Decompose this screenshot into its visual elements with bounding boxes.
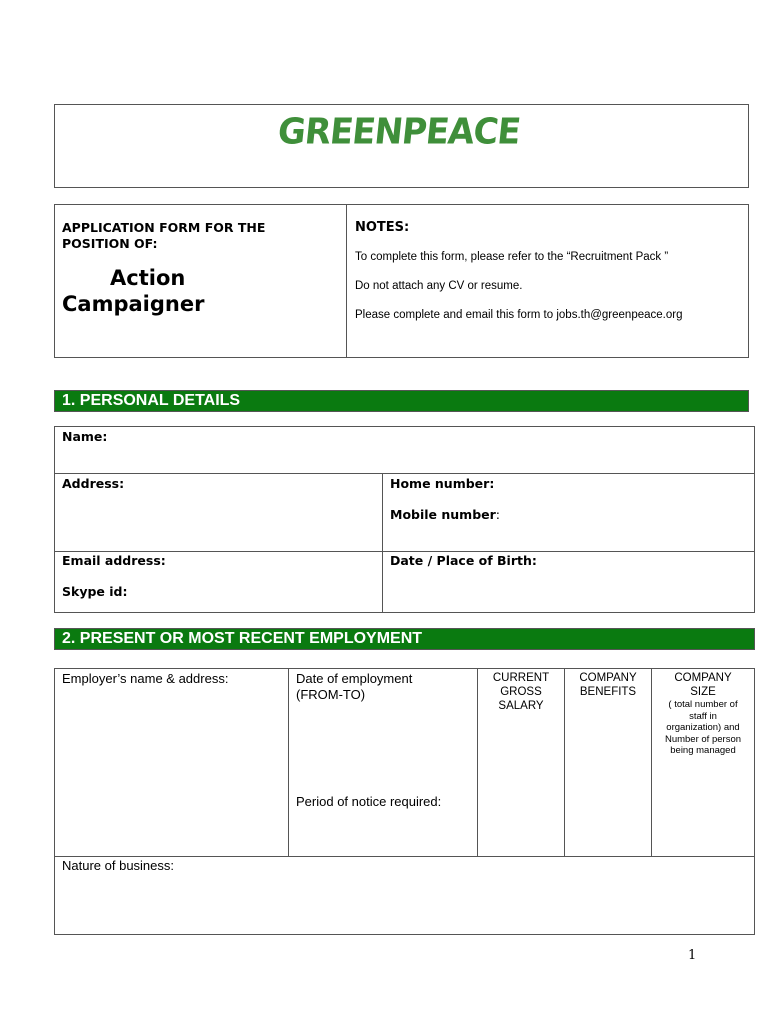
dob-label: Date / Place of Birth: <box>390 553 537 568</box>
benefits-header <box>565 671 651 699</box>
name-label: Name: <box>62 429 108 444</box>
application-label-line1: APPLICATION FORM FOR THE <box>62 220 266 235</box>
note-email: Please complete and email this form to jobs.th@greenpeace.org <box>355 309 683 321</box>
mobile-number-label <box>390 507 500 522</box>
personal-row-divider2 <box>54 551 755 552</box>
mobile-number-label-colon: : <box>495 507 501 522</box>
salary-line1: CURRENT <box>492 672 550 684</box>
salary-line3: SALARY <box>498 700 544 712</box>
size-header <box>652 671 754 757</box>
employment-col-divider1 <box>288 668 289 856</box>
size-note-line1: ( total number of <box>668 699 738 710</box>
benefits-line2: BENEFITS <box>579 686 637 698</box>
notice-label: Period of notice required: <box>296 794 442 809</box>
mobile-number-label-text: Mobile number <box>390 507 496 522</box>
employer-label: Employer’s name & address: <box>62 671 229 686</box>
note-no-cv: Do not attach any CV or resume. <box>355 280 523 292</box>
date-employment-line2: (FROM-TO) <box>296 687 366 702</box>
size-note-line2: staff in <box>689 710 717 722</box>
size-note-line5: being managed <box>670 745 736 756</box>
size-line2: SIZE <box>690 686 716 698</box>
personal-row-divider1 <box>54 473 755 474</box>
size-note-line4: Number of person <box>664 733 742 745</box>
section2-banner <box>54 628 755 650</box>
application-label-line2: POSITION OF: <box>62 236 158 251</box>
section1-banner <box>54 390 749 412</box>
employment-row-divider <box>54 856 755 857</box>
nature-of-business-label: Nature of business: <box>62 858 175 873</box>
position-title-line2: Campaigner <box>62 292 205 316</box>
address-label: Address: <box>62 476 125 491</box>
home-number-label: Home number: <box>390 476 495 491</box>
section2-title: 2. PRESENT OR MOST RECENT EMPLOYMENT <box>62 630 423 647</box>
note-recruitment-pack: To complete this form, please refer to the “Recruitment Pack ” <box>355 251 669 263</box>
salary-header <box>478 671 564 713</box>
position-title-line1: Action <box>110 266 186 290</box>
salary-line2: GROSS <box>500 686 542 698</box>
size-note <box>652 699 754 757</box>
greenpeace-logo: GREENPEACE <box>275 111 522 153</box>
benefits-line1: COMPANY <box>579 672 637 684</box>
page-number: 1 <box>688 948 697 963</box>
size-note-line3: organization) and <box>666 722 740 733</box>
size-line1: COMPANY <box>674 672 732 684</box>
notes-title: NOTES: <box>355 220 410 235</box>
section1-title: 1. PERSONAL DETAILS <box>62 392 241 409</box>
personal-col-divider <box>382 473 383 613</box>
date-employment-line1: Date of employment <box>296 671 413 686</box>
skype-label: Skype id: <box>62 584 128 599</box>
intro-divider <box>346 204 347 358</box>
email-label: Email address: <box>62 553 166 568</box>
